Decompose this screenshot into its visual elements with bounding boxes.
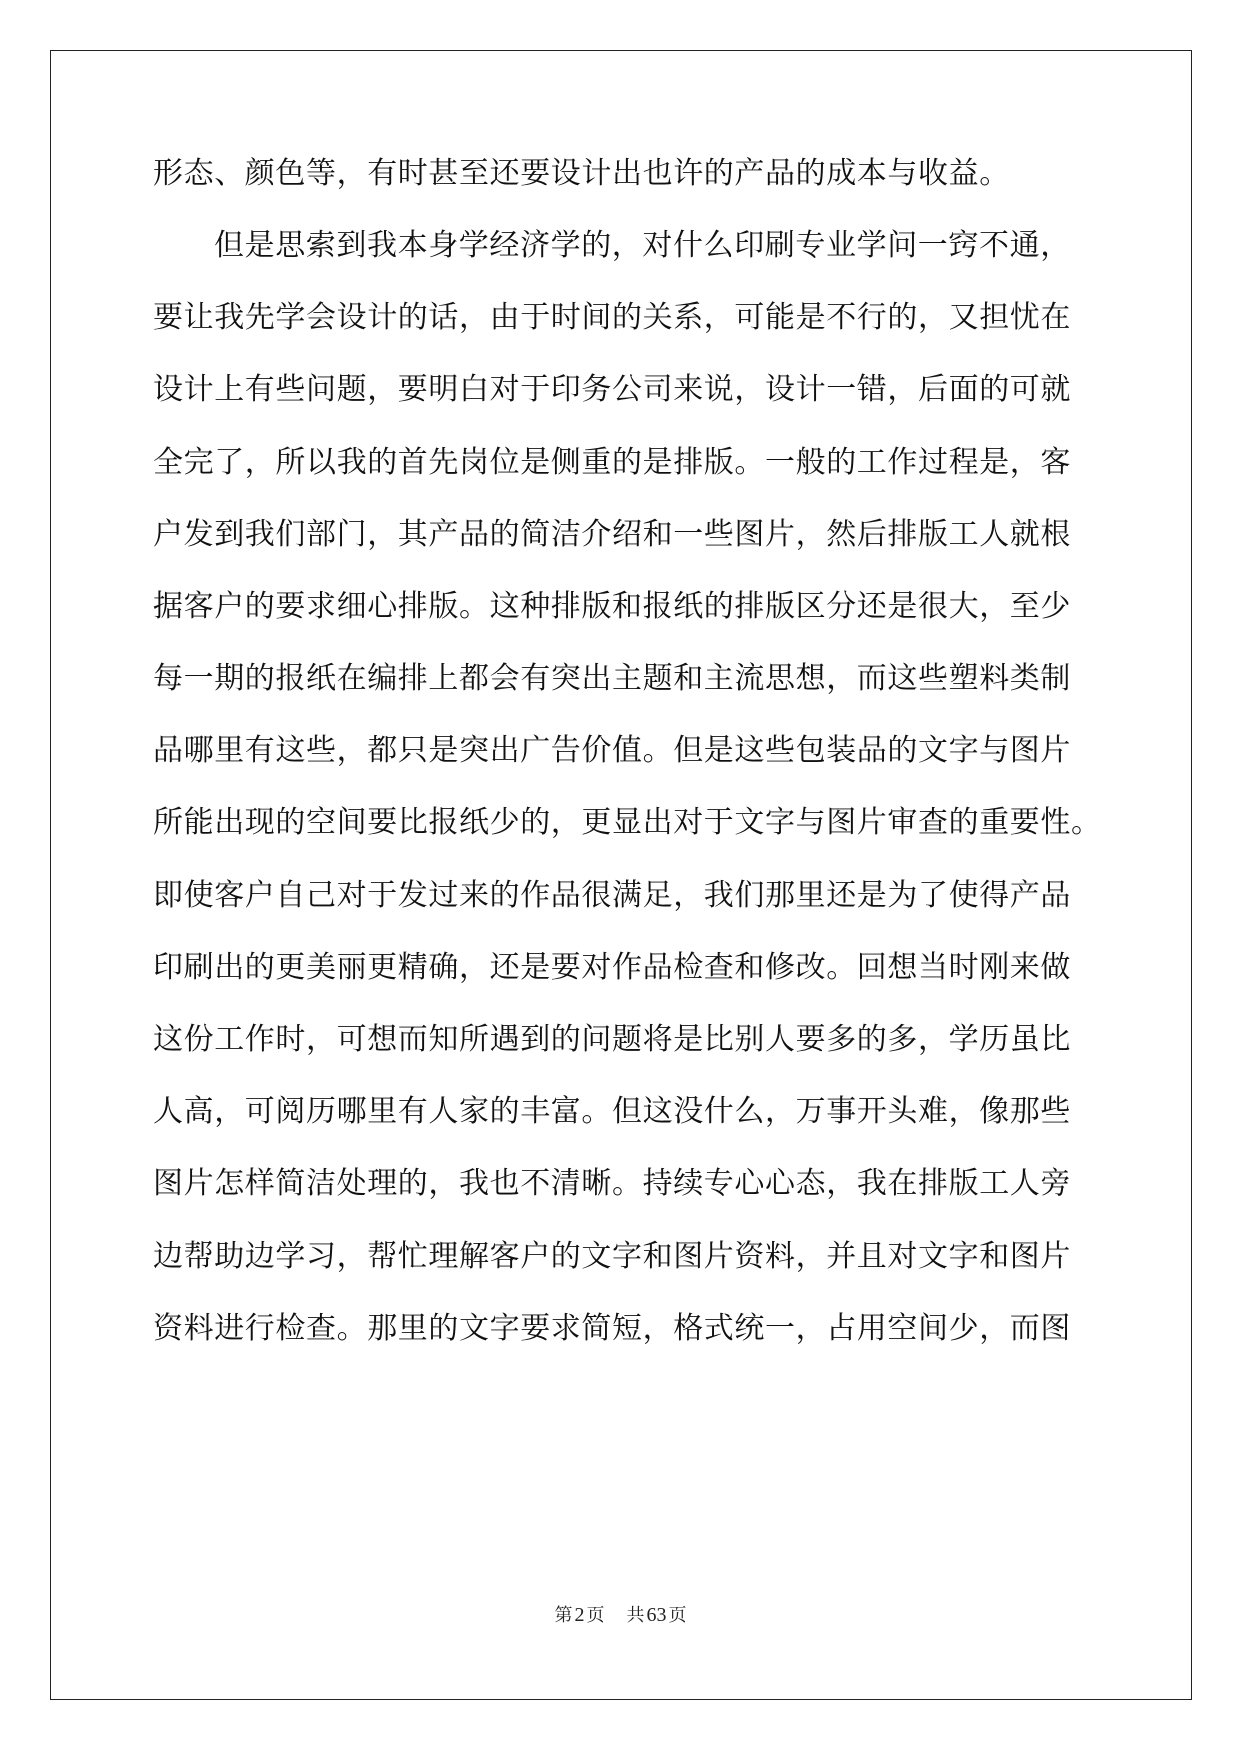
text-line: 每一期的报纸在编排上都会有突出主题和主流思想，而这些塑料类制 [153, 661, 1071, 696]
paragraph-first-line: 但是思索到我本身学经济学的，对什么印刷专业学问一窍不通， [214, 228, 1071, 263]
text-line: 印刷出的更美丽更精确，还是要对作品检查和修改。回想当时刚来做 [153, 950, 1071, 985]
text-line: 全完了，所以我的首先岗位是侧重的是排版。一般的工作过程是，客 [153, 445, 1071, 480]
current-page-number: 2 [574, 1604, 585, 1626]
text-line: 图片怎样简洁处理的，我也不清晰。持续专心心态，我在排版工人旁 [153, 1166, 1071, 1201]
total-label-prefix: 共 [626, 1605, 645, 1626]
text-line: 这份工作时，可想而知所遇到的问题将是比别人要多的多，学历虽比 [153, 1022, 1071, 1057]
total-label-suffix: 页 [668, 1605, 687, 1626]
text-line: 品哪里有这些，都只是突出广告价值。但是这些包装品的文字与图片 [153, 733, 1071, 768]
text-line: 资料进行检查。那里的文字要求简短，格式统一，占用空间少，而图 [153, 1311, 1071, 1346]
text-line: 要让我先学会设计的话，由于时间的关系，可能是不行的，又担忧在 [153, 300, 1071, 335]
text-line: 所能出现的空间要比报纸少的，更显出对于文字与图片审查的重要性。 [153, 805, 1102, 840]
page-label-prefix: 第 [554, 1605, 573, 1626]
page-footer [0, 1603, 1241, 1628]
total-page-count: 63 [646, 1604, 667, 1626]
text-line: 设计上有些问题，要明白对于印务公司来说，设计一错，后面的可就 [153, 372, 1071, 407]
text-line: 边帮助边学习，帮忙理解客户的文字和图片资料，并且对文字和图片 [153, 1239, 1071, 1274]
text-line: 人高，可阅历哪里有人家的丰富。但这没什么，万事开头难，像那些 [153, 1094, 1071, 1129]
text-line: 户发到我们部门，其产品的简洁介绍和一些图片，然后排版工人就根 [153, 517, 1071, 552]
text-line: 据客户的要求细心排版。这种排版和报纸的排版区分还是很大，至少 [153, 589, 1071, 624]
text-line: 即使客户自己对于发过来的作品很满足，我们那里还是为了使得产品 [153, 878, 1071, 913]
text-line: 形态、颜色等，有时甚至还要设计出也许的产品的成本与收益。 [153, 156, 1010, 191]
page-label-suffix: 页 [586, 1605, 605, 1626]
